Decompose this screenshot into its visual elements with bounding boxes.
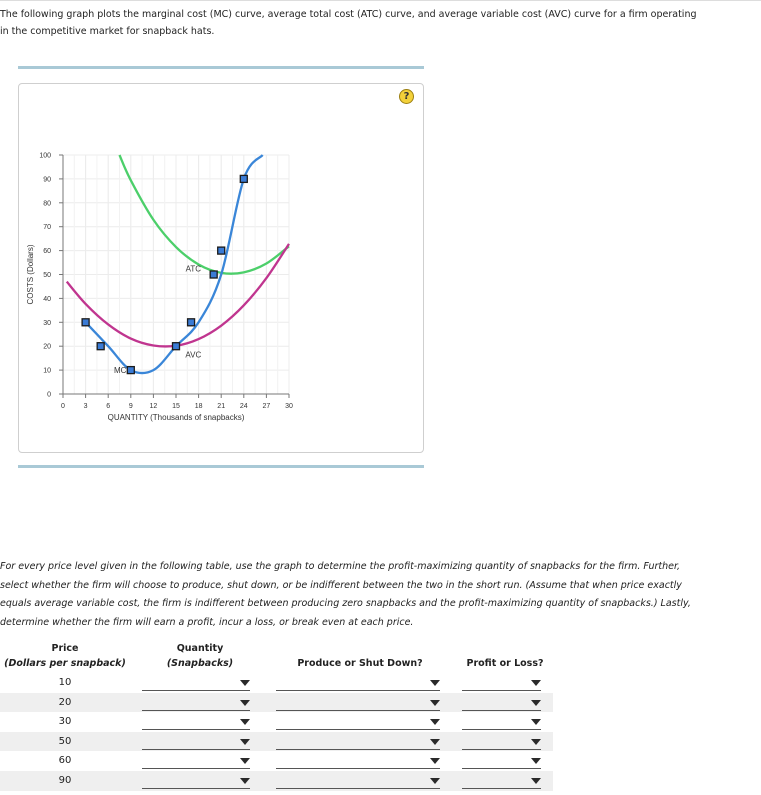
y-tick-label: 60 xyxy=(43,248,51,256)
dropdown-arrow-icon xyxy=(240,700,250,706)
dropdown-arrow-icon xyxy=(430,700,440,706)
produce-shutdown-dropdown[interactable] xyxy=(276,715,440,730)
profit-loss-dropdown[interactable] xyxy=(462,696,541,711)
quantity-dropdown[interactable] xyxy=(142,735,250,750)
price-value: 60 xyxy=(58,755,72,767)
dropdown-arrow-icon xyxy=(430,778,440,784)
quantity-header-line1: Quantity xyxy=(176,643,224,654)
table-row xyxy=(0,751,553,771)
y-tick-label: 0 xyxy=(47,391,51,399)
avc-curve xyxy=(67,244,289,347)
instructions-text: For every price level given in the following table, use the graph to determine the profit-maximizing quantity of snapbacks for the firm. Further, select whether the firm will choose to produce, shut down, or be indifferent between the two in the short run. (Assume that when price exactly equals average variable cost, the firm is indifferent between producing zero snapbacks and the profit-maximizing quantity of snapbacks.) Lastly, determine whether the firm will earn a profit, incur a loss, or break even at each price. xyxy=(0,561,691,628)
mc-point-marker xyxy=(173,343,180,350)
y-tick-label: 30 xyxy=(43,319,51,327)
y-tick-label: 90 xyxy=(43,176,51,184)
table-row xyxy=(0,693,553,713)
table-row xyxy=(0,732,553,752)
table-row xyxy=(0,673,553,693)
price-value: 30 xyxy=(58,716,72,728)
dropdown-arrow-icon xyxy=(531,719,541,725)
x-tick-label: 27 xyxy=(262,403,271,410)
dropdown-arrow-icon xyxy=(240,758,250,764)
mc-point-marker xyxy=(218,247,225,254)
x-tick-label: 30 xyxy=(285,403,293,410)
price-header-line1: Price xyxy=(51,643,79,654)
x-tick-label: 24 xyxy=(239,403,248,410)
atc-curve xyxy=(120,155,290,274)
quantity-dropdown[interactable] xyxy=(142,696,250,711)
price-value: 50 xyxy=(58,735,72,747)
quantity-dropdown[interactable] xyxy=(142,774,250,789)
price-header xyxy=(0,641,130,671)
profit-loss-dropdown[interactable] xyxy=(462,735,541,750)
quantity-header xyxy=(150,641,250,671)
profit-loss-dropdown[interactable] xyxy=(462,715,541,730)
cost-curves-chart xyxy=(0,0,440,460)
x-tick-label: 12 xyxy=(149,403,158,410)
mc-point-marker xyxy=(127,367,134,374)
dropdown-arrow-icon xyxy=(531,758,541,764)
dropdown-arrow-icon xyxy=(430,758,440,764)
dropdown-arrow-icon xyxy=(430,739,440,745)
produce-shutdown-dropdown[interactable] xyxy=(276,696,440,711)
produce-shutdown-dropdown[interactable] xyxy=(276,774,440,789)
x-tick-label: 0 xyxy=(61,403,65,410)
price-value: 90 xyxy=(58,775,72,786)
mc-curve xyxy=(86,155,263,376)
dropdown-arrow-icon xyxy=(430,719,440,725)
quantity-header-line2: (Snapbacks) xyxy=(166,658,234,669)
dropdown-arrow-icon xyxy=(240,778,250,784)
intro-text: The following graph plots the marginal cost (MC) curve, average total cost (ATC) curve, and average variable cost (AVC) curve for a firm operating in the competitive market for snapback hats. xyxy=(0,9,697,37)
price-value: 10 xyxy=(58,677,72,688)
atc-label: ATC xyxy=(185,264,202,274)
quantity-dropdown[interactable] xyxy=(142,715,250,730)
produce-shutdown-dropdown[interactable] xyxy=(276,754,440,769)
avc-label: AVC xyxy=(185,350,202,360)
dropdown-arrow-icon xyxy=(240,739,250,745)
dropdown-arrow-icon xyxy=(531,739,541,745)
y-tick-label: 10 xyxy=(43,367,51,375)
mc-point-marker xyxy=(188,319,195,326)
y-tick-label: 80 xyxy=(43,200,51,208)
mc-point-marker xyxy=(240,175,247,182)
dropdown-arrow-icon xyxy=(531,778,541,784)
dropdown-arrow-icon xyxy=(430,680,440,686)
help-icon[interactable]: ? xyxy=(399,89,414,104)
mc-point-marker xyxy=(82,319,89,326)
mc-point-marker xyxy=(97,343,104,350)
price-header-line2: (Dollars per snapback) xyxy=(4,658,126,669)
y-tick-label: 100 xyxy=(39,152,51,160)
dropdown-arrow-icon xyxy=(240,680,250,686)
y-tick-label: 70 xyxy=(43,224,51,232)
y-tick-label: 50 xyxy=(43,272,51,279)
produce-shutdown-dropdown[interactable] xyxy=(276,676,440,691)
y-axis-title: COSTS (Dollars) xyxy=(26,244,35,305)
x-tick-label: 15 xyxy=(172,403,180,410)
x-tick-label: 6 xyxy=(106,403,111,410)
x-tick-label: 18 xyxy=(194,403,203,410)
y-tick-label: 20 xyxy=(43,343,51,351)
x-axis-title: QUANTITY (Thousands of snapbacks) xyxy=(107,413,245,422)
mc-point-marker xyxy=(210,271,217,278)
y-tick-label: 40 xyxy=(43,295,51,303)
divider-bottom xyxy=(18,465,424,468)
produce-header: Produce or Shut Down? xyxy=(297,658,423,669)
table-row xyxy=(0,771,553,791)
x-tick-label: 9 xyxy=(128,403,133,410)
dropdown-arrow-icon xyxy=(240,719,250,725)
price-value: 20 xyxy=(58,696,72,708)
mc-label: MC xyxy=(114,366,127,376)
x-tick-label: 3 xyxy=(83,403,88,410)
profit-loss-dropdown[interactable] xyxy=(462,774,541,789)
dropdown-arrow-icon xyxy=(531,680,541,686)
profit-loss-dropdown[interactable] xyxy=(462,754,541,769)
produce-shutdown-dropdown[interactable] xyxy=(276,735,440,750)
profit-loss-dropdown[interactable] xyxy=(462,676,541,691)
x-tick-label: 21 xyxy=(217,403,226,410)
dropdown-arrow-icon xyxy=(531,700,541,706)
table-row xyxy=(0,712,553,732)
profit-header: Profit or Loss? xyxy=(466,658,544,669)
quantity-dropdown[interactable] xyxy=(142,676,250,691)
quantity-dropdown[interactable] xyxy=(142,754,250,769)
